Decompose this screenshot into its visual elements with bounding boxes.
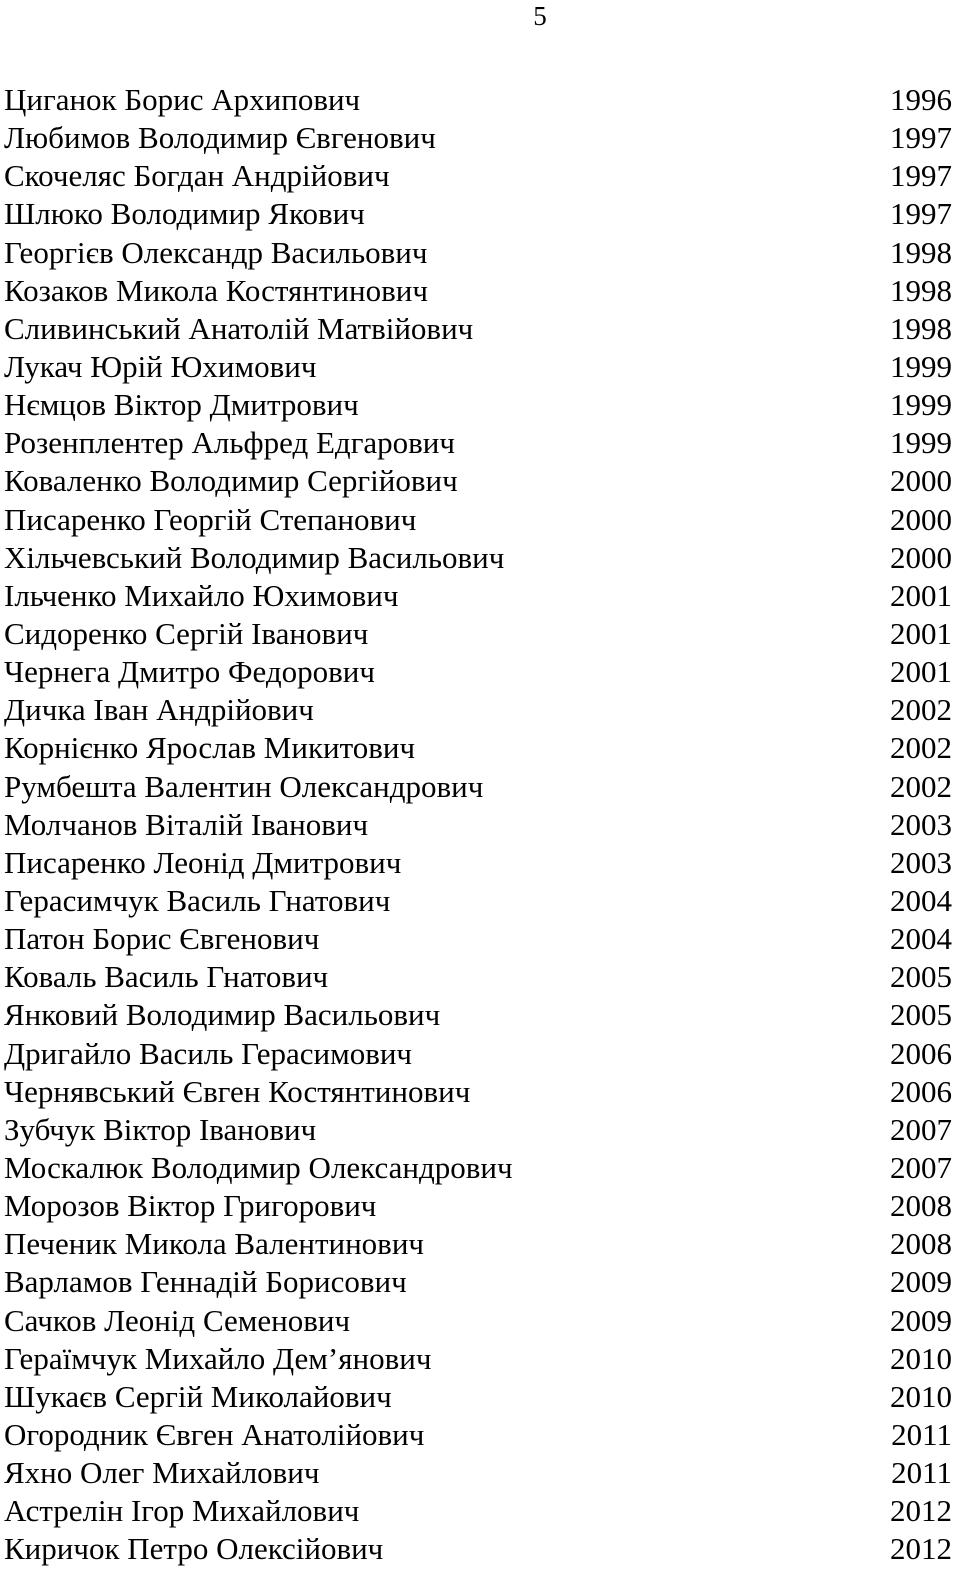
entry-year: 2011: [891, 1455, 952, 1491]
entry-year: 2003: [890, 806, 952, 842]
entry-name: Морозов Віктор Григорович: [4, 1188, 377, 1224]
entry-year: 2002: [890, 692, 952, 728]
entry-name: Писаренко Георгій Степанович: [4, 501, 417, 537]
list-item: [4, 1111, 952, 1149]
entry-name: Румбешта Валентин Олександрович: [4, 768, 484, 804]
entry-year: 2002: [890, 768, 952, 804]
list-item: [4, 272, 952, 310]
entry-year: 2000: [890, 463, 952, 499]
list-item: [4, 729, 952, 767]
entry-year: 2001: [890, 654, 952, 690]
entry-year: 2003: [890, 844, 952, 880]
list-item: [4, 653, 952, 691]
list-item: [4, 1416, 952, 1454]
list-item: [4, 424, 952, 462]
entry-year: 1998: [890, 234, 952, 270]
list-item: [4, 81, 952, 119]
entry-year: 1999: [890, 387, 952, 423]
entry-year: 1997: [890, 196, 952, 232]
list-item: [4, 1530, 952, 1568]
entry-year: 2010: [890, 1340, 952, 1376]
entry-name: Москалюк Володимир Олександрович: [4, 1149, 513, 1185]
list-item: [4, 386, 952, 424]
entry-year: 2006: [890, 1035, 952, 1071]
entry-name: Коваль Василь Гнатович: [4, 959, 329, 995]
entry-year: 1996: [890, 82, 952, 117]
entry-name: Корнієнко Ярослав Микитович: [4, 730, 416, 766]
entry-name: Киричок Петро Олексійович: [4, 1531, 384, 1567]
list-item: [4, 1073, 952, 1111]
entry-name: Хільчевський Володимир Васильович: [4, 539, 505, 575]
entry-name: Дригайло Василь Герасимович: [4, 1035, 413, 1071]
entry-name: Патон Борис Євгенович: [4, 921, 320, 957]
list-item: [4, 195, 952, 233]
list-item: [4, 768, 952, 806]
list-item: [4, 1225, 952, 1263]
list-item: [4, 310, 952, 348]
entry-name: Коваленко Володимир Сергійович: [4, 463, 458, 499]
list-item: [4, 501, 952, 539]
list-item: [4, 958, 952, 996]
entry-year: 1997: [890, 120, 952, 156]
entry-year: 2004: [890, 921, 952, 957]
entry-name: Козаков Микола Костянтинович: [4, 272, 428, 308]
entry-name: Зубчук Віктор Іванович: [4, 1111, 317, 1147]
entry-year: 2012: [890, 1493, 952, 1529]
list-item: [4, 1187, 952, 1225]
entry-name: Янковий Володимир Васильович: [4, 997, 441, 1033]
entry-name: Варламов Геннадій Борисович: [4, 1264, 407, 1300]
entry-year: 2000: [890, 501, 952, 537]
entry-name: Сачков Леонід Семенович: [4, 1302, 351, 1338]
entry-year: 2005: [890, 959, 952, 995]
list-item: [4, 920, 952, 958]
entry-name: Дичка Іван Андрійович: [4, 692, 314, 728]
entry-year: 1998: [890, 310, 952, 346]
entry-name: Шлюко Володимир Якович: [4, 196, 365, 232]
entry-year: 2002: [890, 730, 952, 766]
entry-year: 2010: [890, 1378, 952, 1414]
entry-name: Циганок Борис Архипович: [4, 82, 361, 117]
entry-name: Чернявський Євген Костянтинович: [4, 1073, 471, 1109]
list-item: [4, 1340, 952, 1378]
entry-year: 2008: [890, 1226, 952, 1262]
list-item: [4, 1454, 952, 1492]
entry-name: Розенплентер Альфред Едгарович: [4, 425, 455, 461]
list-item: [4, 806, 952, 844]
entry-name: Писаренко Леонід Дмитрович: [4, 844, 402, 880]
entry-name: Сидоренко Сергій Іванович: [4, 615, 369, 651]
entry-name: Огородник Євген Анатолійович: [4, 1416, 425, 1452]
entry-name: Ільченко Михайло Юхимович: [4, 577, 399, 613]
entry-year: 2012: [890, 1531, 952, 1567]
entry-year: 2009: [890, 1302, 952, 1338]
entry-year: 2007: [890, 1111, 952, 1147]
entry-year: 2006: [890, 1073, 952, 1109]
entry-year: 1997: [890, 158, 952, 194]
entry-year: 2011: [891, 1416, 952, 1452]
list-item: [4, 1035, 952, 1073]
entry-year: 2004: [890, 882, 952, 918]
entry-name: Печеник Микола Валентинович: [4, 1226, 424, 1262]
list-item: [4, 1302, 952, 1340]
entry-name: Астрелін Ігор Михайлович: [4, 1493, 360, 1529]
entry-name: Шукаєв Сергій Миколайович: [4, 1378, 392, 1414]
entry-year: 1998: [890, 272, 952, 308]
entry-year: 2007: [890, 1149, 952, 1185]
entry-year: 2001: [890, 577, 952, 613]
entry-year: 1999: [890, 425, 952, 461]
list-item: [4, 462, 952, 500]
list-item: [4, 615, 952, 653]
list-item: [4, 996, 952, 1034]
list-item: [4, 119, 952, 157]
entries-list: [4, 81, 952, 1568]
entry-year: 2009: [890, 1264, 952, 1300]
entry-year: 2000: [890, 539, 952, 575]
entry-name: Нємцов Віктор Дмитрович: [4, 387, 359, 423]
list-item: [4, 577, 952, 615]
entry-name: Молчанов Віталій Іванович: [4, 806, 369, 842]
entry-name: Георгієв Олександр Васильович: [4, 234, 428, 270]
list-item: [4, 1263, 952, 1301]
list-item: [4, 1492, 952, 1530]
entry-year: 2008: [890, 1188, 952, 1224]
list-item: [4, 691, 952, 729]
list-item: [4, 157, 952, 195]
entry-name: Сливинський Анатолій Матвійович: [4, 310, 474, 346]
list-item: [4, 882, 952, 920]
list-item: [4, 234, 952, 272]
entry-name: Любимов Володимир Євгенович: [4, 120, 436, 156]
page-number: 5: [533, 1, 547, 31]
entry-name: Герасимчук Василь Гнатович: [4, 882, 391, 918]
entry-name: Чернега Дмитро Федорович: [4, 654, 375, 690]
entry-year: 1999: [890, 348, 952, 384]
entry-name: Яхно Олег Михайлович: [4, 1455, 320, 1491]
entry-year: 2005: [890, 997, 952, 1033]
list-item: [4, 539, 952, 577]
entry-year: 2001: [890, 615, 952, 651]
entry-name: Лукач Юрій Юхимович: [4, 348, 317, 384]
list-item: [4, 844, 952, 882]
list-item: [4, 348, 952, 386]
entry-name: Гераїмчук Михайло Дем’янович: [4, 1340, 432, 1376]
entry-name: Скочеляс Богдан Андрійович: [4, 158, 390, 194]
list-item: [4, 1149, 952, 1187]
list-item: [4, 1378, 952, 1416]
